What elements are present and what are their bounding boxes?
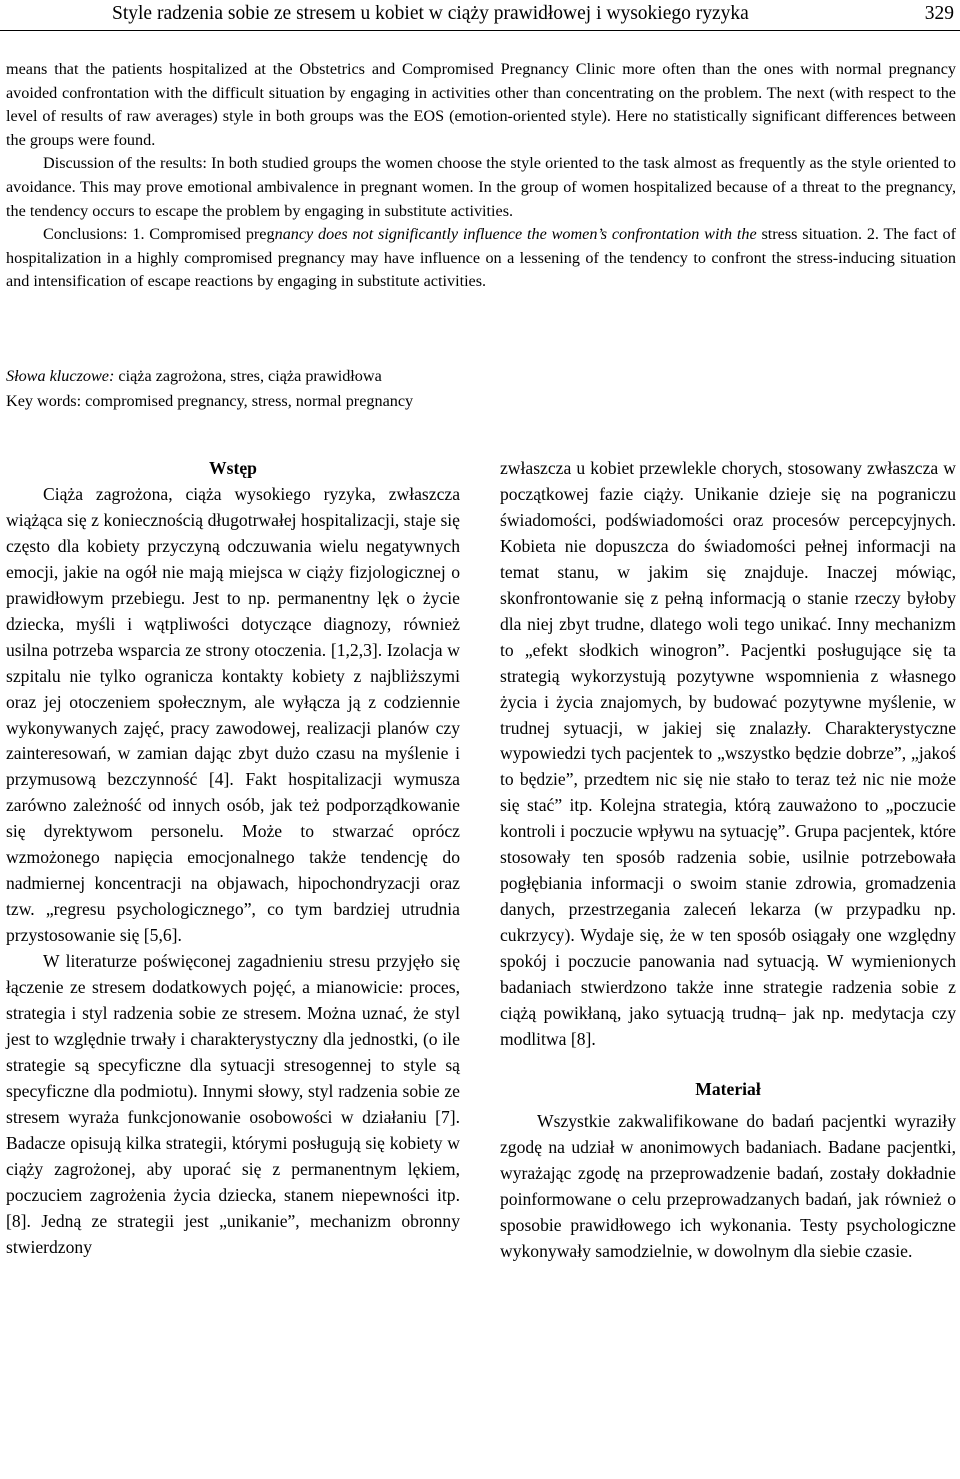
abstract-results-paragraph: means that the patients hospitalized at the Obstetrics and Compromised Pregnancy Clinic more often than the ones with normal pregnancy avoided confrontation with the difficult situation by engaging in activities other than concentrating on the problem. The next (with respect to the level of results of raw averages) style in both groups was the EOS (emotion-oriented style). Here no statistically significant differences between the groups were found. [6, 60, 956, 149]
introduction-paragraph-2: W literaturze poświęconej zagadnieniu stresu przyjęło się łączenie ze stresem dodatkowych pojęć, a mianowicie: proces, strategia i styl radzenia sobie ze stresem. Można uznać, że styl jest to względnie trwały i charakterystyczny dla jednostki, (o ile strategie są specyficzne dla sytuacji stresogennej to style są specyficzne dla podmiotu). Innymi słowy, styl radzenia sobie ze stresem wyraża funkcjonowanie osobowości w działaniu [7]. Badacze opisują kilka strategii, którymi posługują się kobiety w ciąży zagrożonej, aby uporać się z permanentnym lękiem, poczuciem zagrożenia życia dziecka, stanem niepewności itp. [8]. Jedną ze strategii jest „unikanie”, mechanizm obronny stwierdzony [6, 951, 460, 1257]
running-title: Style radzenia sobie ze stresem u kobiet w ciąży prawidłowej i wysokiego ryzyka [112, 3, 749, 24]
page-number: 329 [924, 3, 954, 24]
running-header [0, 0, 960, 31]
abstract-discussion-paragraph: Discussion of the results: In both studied groups the women choose the style oriented to the task almost as frequently as the style oriented to avoidance. This may prove emotional ambivalence in pregnant women. In the group of women hospitalized because of a threat to the pregnancy, the tendency occurs to escape the problem by engaging in substitute activities. [6, 154, 956, 220]
conclusions-text-start: Conclusions: 1. Compromised preg [43, 225, 275, 244]
polish-keywords-value: ciąża zagrożona, stres, ciąża prawidłowa [114, 367, 382, 385]
conclusions-text-end: stress situation. 2. The fact of hospitalization in a highly compromised pregnancy may have influence on a lessening of the tendency to confront the stress-inducing situation and intensification of escape reactions by engaging in substitute activities. [6, 225, 957, 291]
english-keywords: Key words: compromised pregnancy, stress, normal pregnancy [6, 392, 414, 410]
introduction-continuation-paragraph: zwłaszcza u kobiet przewlekle chorych, stosowany zwłaszcza w początkowej fazie ciąży. Unikanie dzieje się na pograniczu świadomości, podświadomości oraz procesów percepcyjnych. Kobieta nie dopuszcza do świadomości pełnej informacji na temat stanu, w jakim się znajduje. Inaczej mówiąc, skonfrontowanie się z pełną informacją o stanie rzeczy byłoby dla niej zbyt trudne, dlatego woli tego unikać. Inny mechanizm to „efekt słodkich winogron”. Pacjentki posługujące się ta strategią wykorzystują pozytywne wspomnienia z własnego życia i życia znajomych, by budować pozytywne myślenie, w trudnej sytuacji, w jakiej się znalazły. Charakterystyczne wypowiedzi tych pacjentek to „wszystko będzie dobrze”, „jakoś to będzie”, przedtem nic się nie stało to teraz też nic nie może się stać” itp. Kolejna strategia, którą zauważono to „poczucie kontroli i poczucie wpływu na sytuację”. Grupa pacjentek, które stosowały ten sposób radzenia sobie, usilnie potrzebowała pogłębiania informacji o swoim stanie zdrowia, gromadzenia danych, przestrzegania zaleceń lekarza (w przypadku np. cukrzycy). Wydaje się, że w ten sposób osiągały one względny spokój i poczucie panowania nad sytuacją. W wymienionych badaniach stwierdzono także inne strategie radzenia sobie z ciążą powikłaną, jako sytuacją trudną– jak np. medytacja czy modlitwa [8]. [500, 458, 956, 1049]
abstract-conclusions-paragraph [6, 223, 956, 294]
introduction-paragraph-1: Ciąża zagrożona, ciąża wysokiego ryzyka, zwłaszcza wiążąca się z koniecznością długotrwałej hospitalizacji, staje się często dla kobiety przyczyną odczuwania wielu negatywnych emocji, jakie na ogół nie mają miejsca w ciąży fizjologicznej o prawidłowym przebiegu. Jest to np. permanentny lęk o życie dziecka, myśli i wątpliwości dotyczące diagnozy, również usilna potrzeba wsparcia ze strony otoczenia. [1,2,3]. Izolacja w szpitalu nie tylko ogranicza kontakty kobiety z najbliższymi oraz jej otoczeniem społecznym, ale wyłącza ją z codziennie wykonywanych zajęć, pracy zawodowej, realizacji planów czy zainteresowań, w zamian dając zbyt dużo czasu na myślenie i przymusową bezczynność [4]. Fakt hospitalizacji wymusza zarówno zależność od innych osób, jak też podporządkowanie się dyrektywom personelu. Może to stwarzać oprócz wzmożonego napięcia emocjonalnego także tendencję do nadmiernej koncentracji na objawach, hipochondryzacji oraz tzw. „regresu psychologicznego”, co tym bardziej utrudnia przystosowanie się [5,6]. [6, 483, 460, 946]
material-paragraph: Wszystkie zakwalifikowane do badań pacjentki wyraziły zgodę na udział w anonimowych badaniach. Badane pacjentki, wyrażając zgodę na przeprowadzenie badań, zostały dokładnie poinformowane o celu przeprowadzanych badań, jak również o sposobie prawidłowego ich wykonania. Testy psychologiczne wykonywały samodzielnie, w dowolnym dla siebie czasie. [500, 1110, 956, 1261]
section-heading-introduction: Wstęp [209, 458, 257, 478]
right-column [500, 456, 956, 1265]
polish-keywords [6, 364, 956, 389]
section-heading-material: Materiał [695, 1078, 761, 1099]
keywords-block [6, 364, 956, 414]
polish-keywords-label: Słowa kluczowe: [6, 367, 115, 385]
conclusions-text-italic: nancy does not significantly influence the women’s confrontation with the [274, 225, 757, 244]
left-column [6, 456, 460, 1261]
english-abstract [6, 58, 956, 294]
